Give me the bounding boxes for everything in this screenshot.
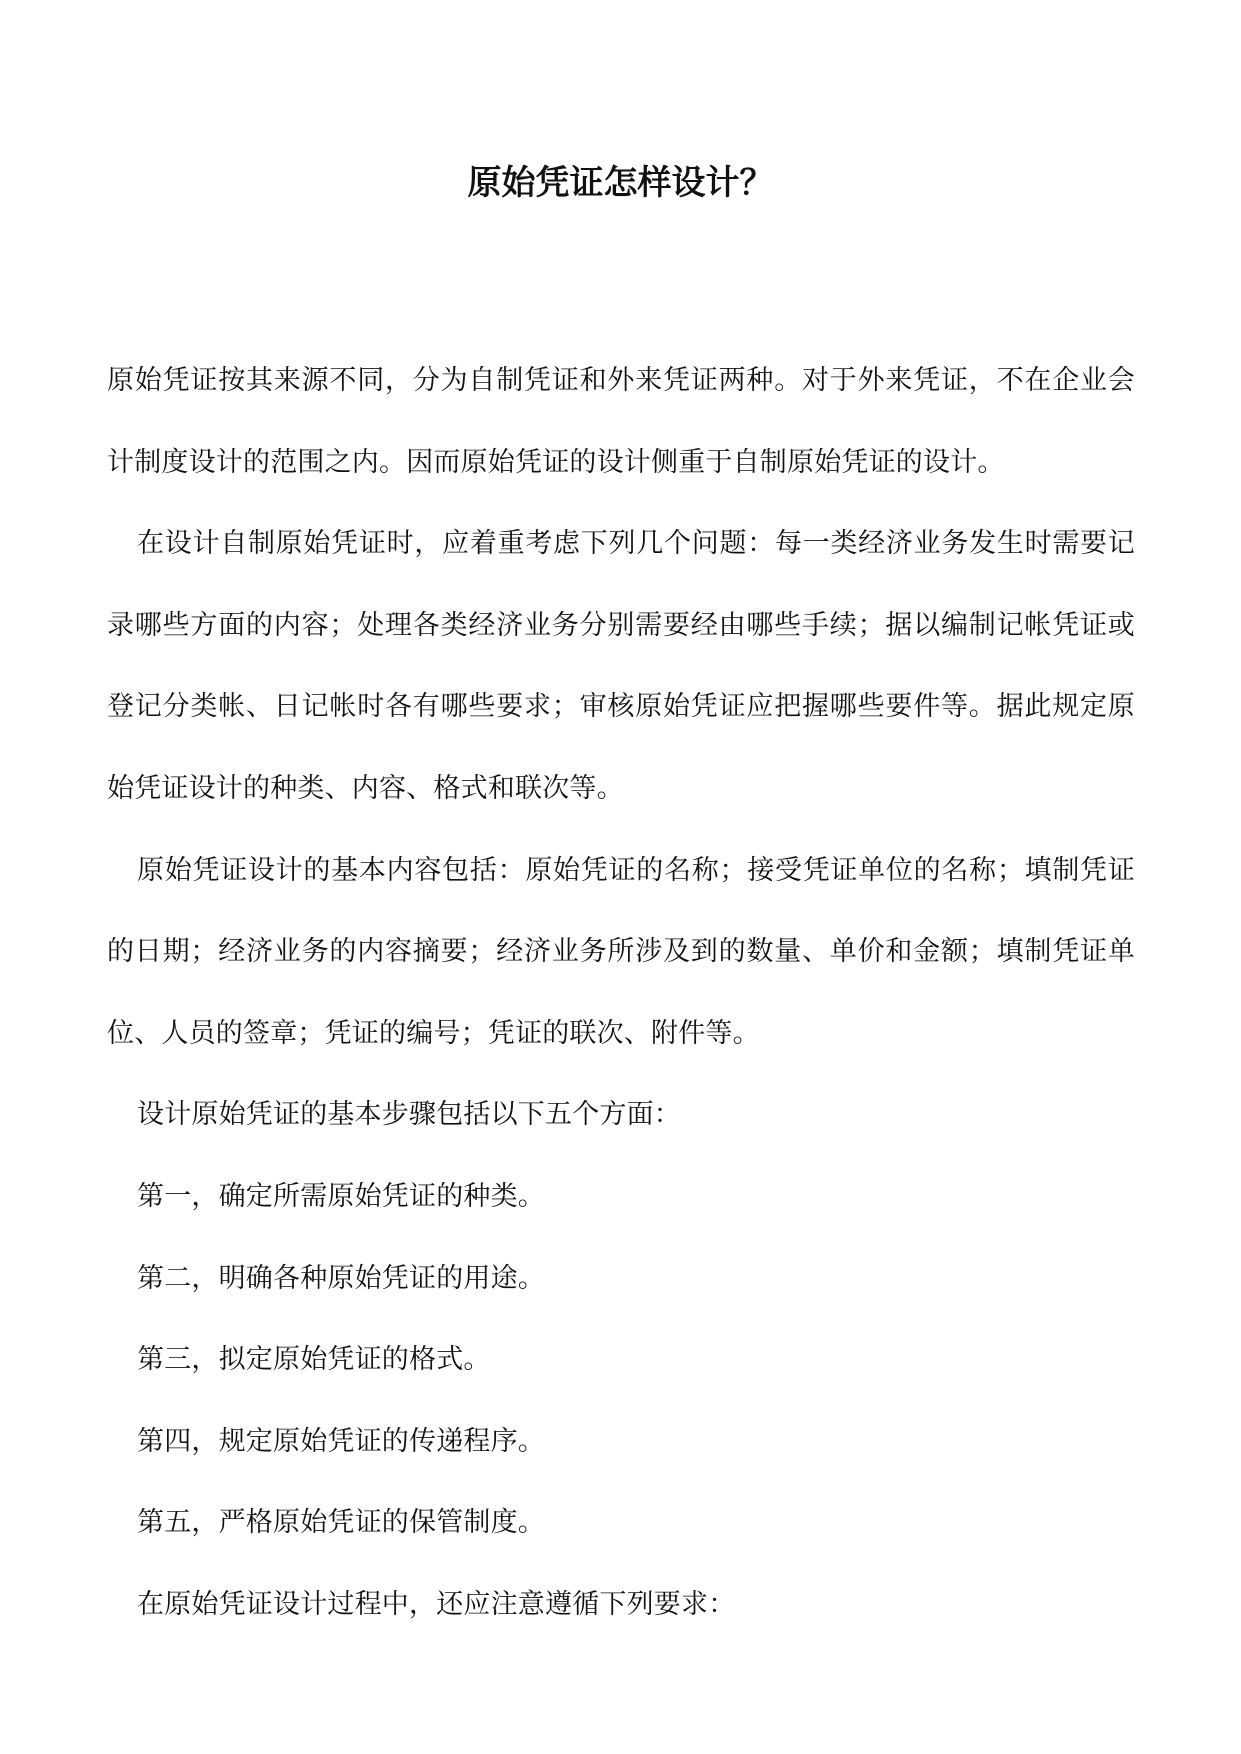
document-body xyxy=(107,340,1135,1646)
document-title: 原始凭证怎样设计？ xyxy=(467,163,774,203)
step-item-4: 第四，规定原始凭证的传递程序。 xyxy=(137,1425,545,1457)
step-item-2: 第二，明确各种原始凭证的用途。 xyxy=(137,1262,545,1294)
paragraph-source-types: 原始凭证按其来源不同，分为自制凭证和外来凭证两种。对于外来凭证，不在企业会计制度设计的范围之内。因而原始凭证的设计侧重于自制原始凭证的设计。 xyxy=(107,365,1135,478)
paragraph-requirements-intro: 在原始凭证设计过程中，还应注意遵循下列要求： xyxy=(137,1588,736,1620)
paragraph-design-considerations: 在设计自制原始凭证时，应着重考虑下列几个问题：每一类经济业务发生时需要记录哪些方面的内容；处理各类经济业务分别需要经由哪些手续；据以编制记帐凭证或登记分类帐、日记帐时各有哪些要求；审核原始凭证应把握哪些要件等。据此规定原始凭证设计的种类、内容、格式和联次等。 xyxy=(107,528,1135,804)
paragraph-steps-intro: 设计原始凭证的基本步骤包括以下五个方面： xyxy=(137,1099,681,1131)
step-item-1: 第一，确定所需原始凭证的种类。 xyxy=(137,1180,545,1212)
step-item-3: 第三，拟定原始凭证的格式。 xyxy=(137,1344,491,1376)
paragraph-basic-content: 原始凭证设计的基本内容包括：原始凭证的名称；接受凭证单位的名称；填制凭证的日期；经济业务的内容摘要；经济业务所涉及到的数量、单价和金额；填制凭证单位、人员的签章；凭证的编号；凭证的联次、附件等。 xyxy=(107,854,1135,1049)
step-item-5: 第五，严格原始凭证的保管制度。 xyxy=(137,1507,545,1539)
